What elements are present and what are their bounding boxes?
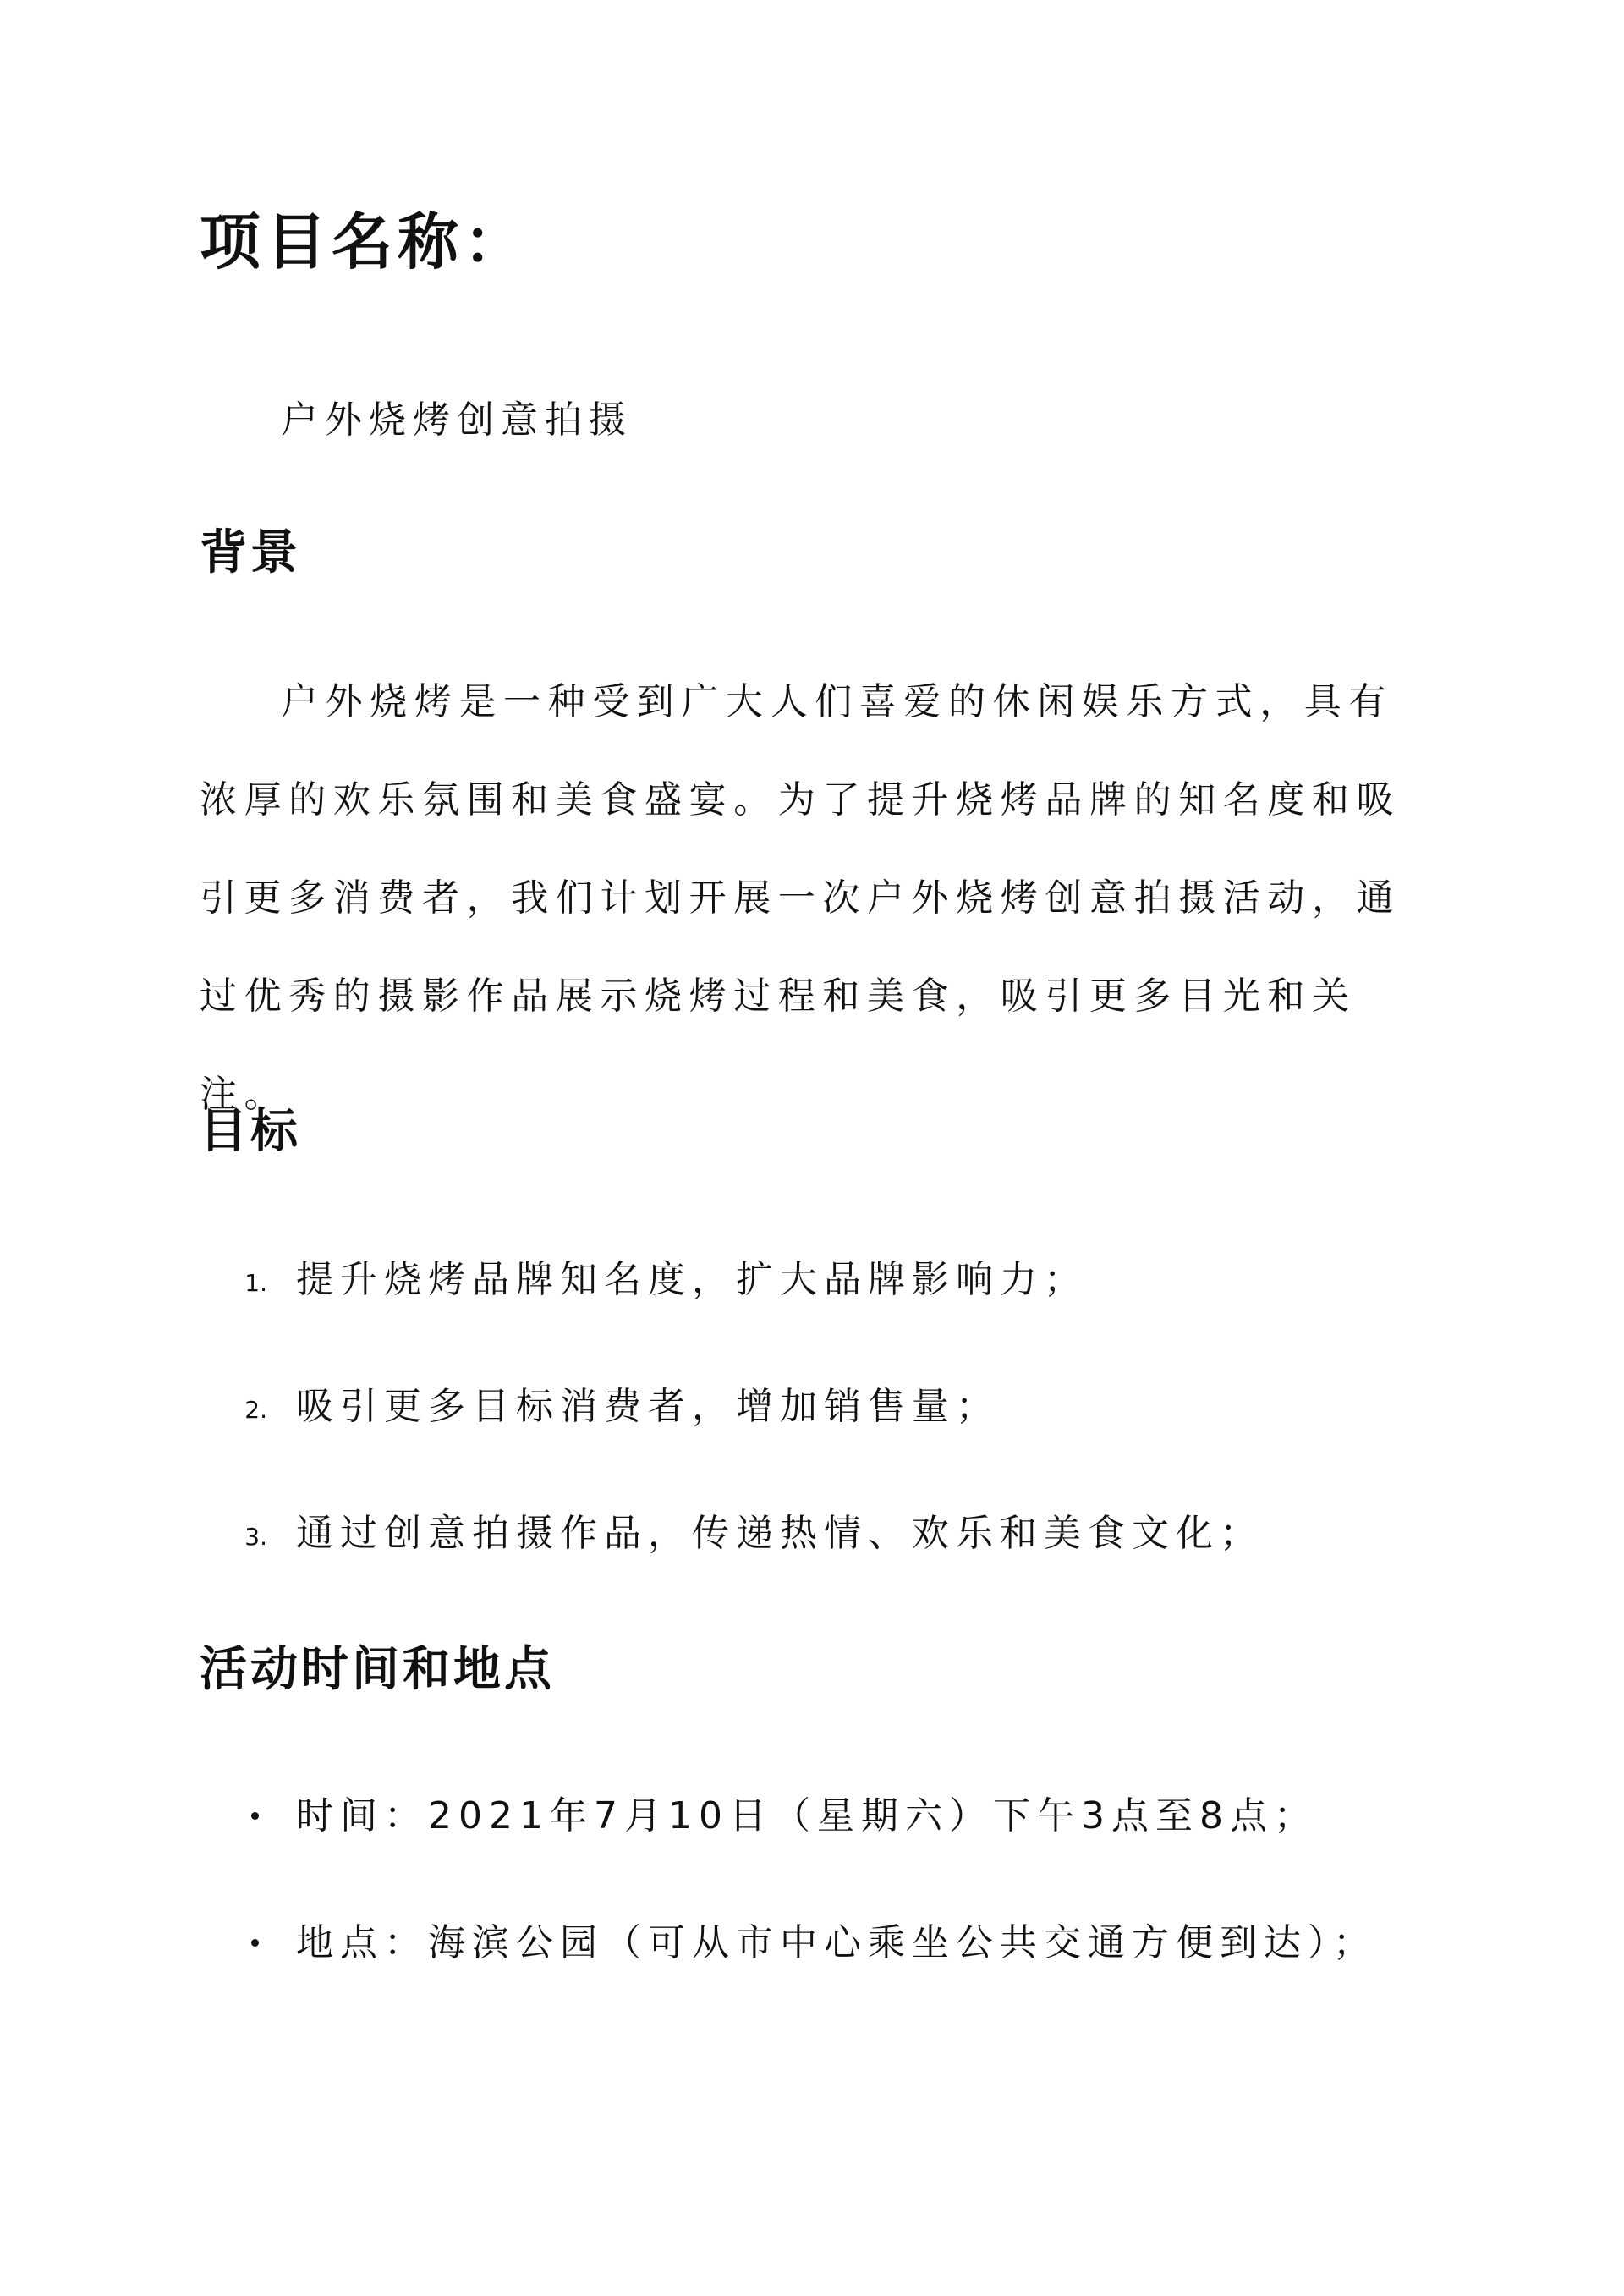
goal-text: 提升烧烤品牌知名度，扩大品牌影响力； [296,1258,1088,1301]
list-number: 3. [244,1523,267,1551]
list-number: 1. [244,1269,267,1297]
bullet-icon [251,1812,259,1820]
goal-text: 通过创意拍摄作品，传递热情、欢乐和美食文化； [296,1512,1264,1555]
bullet-icon [251,1939,259,1947]
background-paragraph: 户外烧烤是一种受到广大人们喜爱的休闲娱乐方式，具有浓厚的欢乐氛围和美食盛宴。为了提升烧烤品牌的知名度和吸引更多消费者，我们计划开展一次户外烧烤创意拍摄活动，通过优秀的摄影作品展示烧烤过程和美食，吸引更多目光和关注。 [200,680,1402,1116]
goals-heading: 目标 [200,1104,301,1159]
project-name-value: 户外烧烤创意拍摄 [281,398,633,442]
list-number: 2. [244,1396,267,1424]
background-heading: 背景 [200,525,301,580]
project-name-heading: 项目名称： [200,206,530,277]
time-place-heading: 活动时间和地点 [200,1642,555,1697]
time-text: 时间：2021年7月10日（星期六）下午3点至8点； [296,1794,1318,1837]
goal-text: 吸引更多目标消费者，增加销售量； [296,1385,1000,1428]
place-text: 地点：海滨公园（可从市中心乘坐公共交通方便到达）； [296,1921,1377,1964]
